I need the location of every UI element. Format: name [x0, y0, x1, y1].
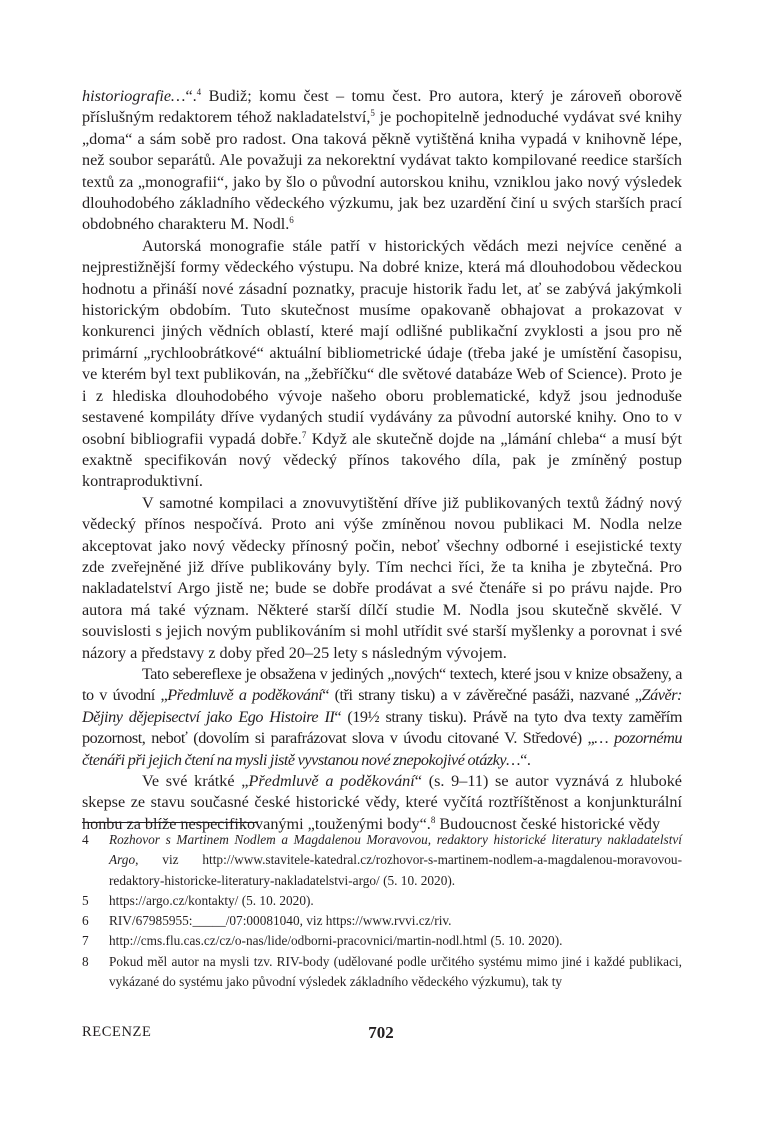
text-run: Ve své krátké „ — [142, 772, 249, 790]
footnote-reference: 6 — [289, 215, 294, 226]
footnote-text — [109, 891, 682, 911]
footnote-number: 4 — [82, 832, 89, 847]
footnote-reference: 5 — [370, 108, 375, 119]
footnote-text — [109, 911, 682, 931]
text-run: “ (19½ strany tisku). Právě na tyto dva texty zaměřím pozornost, neboť (dovolím si parafrázovat slova v úvodu citované V. Středové) „ — [82, 707, 682, 748]
footnote-text — [109, 830, 682, 891]
footnotes — [82, 830, 682, 992]
text-run: je pochopitelně jednoduché vydávat své knihy „doma“ a sám sobě pro radost. Ona taková pěkně vytištěná kniha vypadá v knihovně lépe, než soubor separátů. Ale považuji za nekorektní vydávat takto kompilované reedice starších textů za „monografii“, jako by šlo o původní autorskou knihu, vzniklou jako nový výsledek dlouhodobého základního vědeckého výzkumu, jak bez uzardění činí u svých starších prací obdobného charakteru M. Nodl. — [82, 108, 682, 234]
text-run: https://argo.cz/kontakty/ (5. 10. 2020). — [109, 892, 314, 908]
running-footer-section: RECENZE — [82, 1024, 152, 1040]
italic-text: Předmluvě a poděkování — [167, 686, 323, 705]
paragraph — [82, 771, 682, 835]
italic-text: Předmluvě a poděkování — [248, 772, 415, 790]
italic-text: Závěr: Dějiny dějepisectví jako Ego Histoire II — [82, 686, 682, 726]
text-run: Autorská monografie stále patří v historických vědách mezi nejvíce ceněné a nejprestižnější formy vědeckého výstupu. Na dobré knize, která má dlouhodobou vědeckou hodnotu a přináší nové zásadní poznatky, pracuje historik řadu let, ať se zabývá jakýmkoli historickým obdobím. Tuto skutečnost musíme opakovaně obhajovat a prokazovat v konkurenci jiných vědních oblastí, které mají odlišné publikační zvyklosti a jsou pro ně primární „rychloobrátkové“ aktuální bibliometrické údaje (třeba jaké je umístění časopisu, ve kterém byl text publikován, na „žebříčku“ dle světové databáze Web of Science). Proto je i z hlediska dlouhodobého vývoje našeho oboru problematické, když jsou jednoduše sestavené kompiláty dříve vydaných studií vydávány za původní autorské knihy. Ono to v osobní bibliografii vypadá dobře. — [82, 236, 682, 448]
footnote — [82, 931, 682, 951]
text-run: “. — [520, 750, 531, 769]
paragraph — [82, 493, 682, 664]
footnote — [82, 891, 682, 911]
text-run: Když ale skutečně dojde na „lámání chleba“ a musí být exaktně specifikován nový vědecký přínos takového díla, pak je zmíněný postup kontraproduktivní. — [82, 429, 682, 491]
footnote-number: 7 — [82, 933, 89, 949]
italic-text: Rozhovor s Martinem Nodlem a Magdalenou Moravovou, redaktory historické literatury nakladatelství Argo — [109, 832, 682, 868]
italic-text: … pozornému čtenáři při jejich čtení na mysli jistě vyvstanou nové znepokojivé otázky… — [82, 729, 682, 769]
main-text-column — [82, 86, 682, 835]
footnote-number: 5 — [82, 892, 89, 908]
text-run: V samotné kompilaci a znovuvytištění dříve již publikovaných textů žádný nový vědecký přínos nespočívá. Proto ani výše zmíněnou novou publikaci M. Nodla nelze akceptovat jako nový vědecky přínosný počin, neboť všechny odborné i esejistické texty zde zveřejněné již dříve publikovány byly. Tím nechci říci, že ta kniha je zbytečná. Pro nakladatelství Argo jistě ne; bude se dobře prodávat a své čtenáře si po právu najde. Pro autora má také význam. Některé starší dílčí studie M. Nodla jsou skutečně skvělé. V souvislosti s jejich novým publikováním si mohl utřídit své starší myšlenky a porovnat i své názory a představy z doby před 20–25 lety s následným vývojem. — [82, 493, 682, 662]
text-run: http://cms.flu.cas.cz/cz/o-nas/lide/odborni-pracovnici/martin-nodl.html (5. 10. 2020). — [109, 933, 563, 949]
footnote — [82, 830, 682, 891]
text-run: “. — [185, 87, 197, 105]
paragraph — [82, 86, 682, 236]
text-run: Budoucnost české historické vědy — [435, 814, 661, 833]
text-run: Tato sebereflexe je obsažena v jediných „nových“ textech, které jsou v knize obsaženy, a to v úvodní „ — [82, 664, 682, 705]
text-run: “ (tři strany tisku) a v závěrečné pasáži, nazvané „ — [322, 686, 642, 705]
text-run: , viz http://www.stavitele-katedral.cz/rozhovor-s-martinem-nodlem-a-magdalenou-moravovou-redaktory-historicke-literatury-nakladatelstvi-argo/ (5. 10. 2020). — [109, 852, 682, 888]
text-run: Budiž; komu čest – tomu čest. Pro autora, který je zároveň oborově příslušným redaktorem téhož nakladatelství, — [82, 87, 682, 127]
text-run: RIV/67985955:_____/07:00081040, viz https://www.rvvi.cz/riv. — [109, 913, 452, 929]
footnote-text — [109, 952, 682, 993]
italic-text: historiografie… — [82, 87, 186, 105]
footnote-number: 6 — [82, 913, 89, 929]
footnote — [82, 952, 682, 993]
footnote — [82, 911, 682, 931]
footnote-number: 8 — [82, 953, 89, 969]
text-run: “ (s. 9–11) se autor vyznává z hluboké skepse ze stavu současné české historické vědy, které vyčítá roztříštěnost a konjunkturální honbu za blíže nespecifikovanými „touženými body“. — [82, 772, 682, 833]
text-run: Pokud měl autor na mysli tzv. RIV-body (udělované podle určitého systému mimo jiné i každé publikaci, vykázané do systému jako původní výsledek základního vědeckého výzkumu), tak ty — [109, 953, 682, 990]
footnote-reference: 4 — [196, 87, 202, 97]
page-number: 702 — [368, 1023, 394, 1042]
paragraph — [82, 664, 682, 771]
footnote-text — [109, 931, 682, 951]
footnote-reference: 8 — [430, 814, 436, 825]
footnote-separator — [82, 822, 258, 823]
body-text — [82, 86, 682, 835]
paragraph — [82, 236, 682, 493]
footnote-reference: 7 — [301, 429, 307, 440]
